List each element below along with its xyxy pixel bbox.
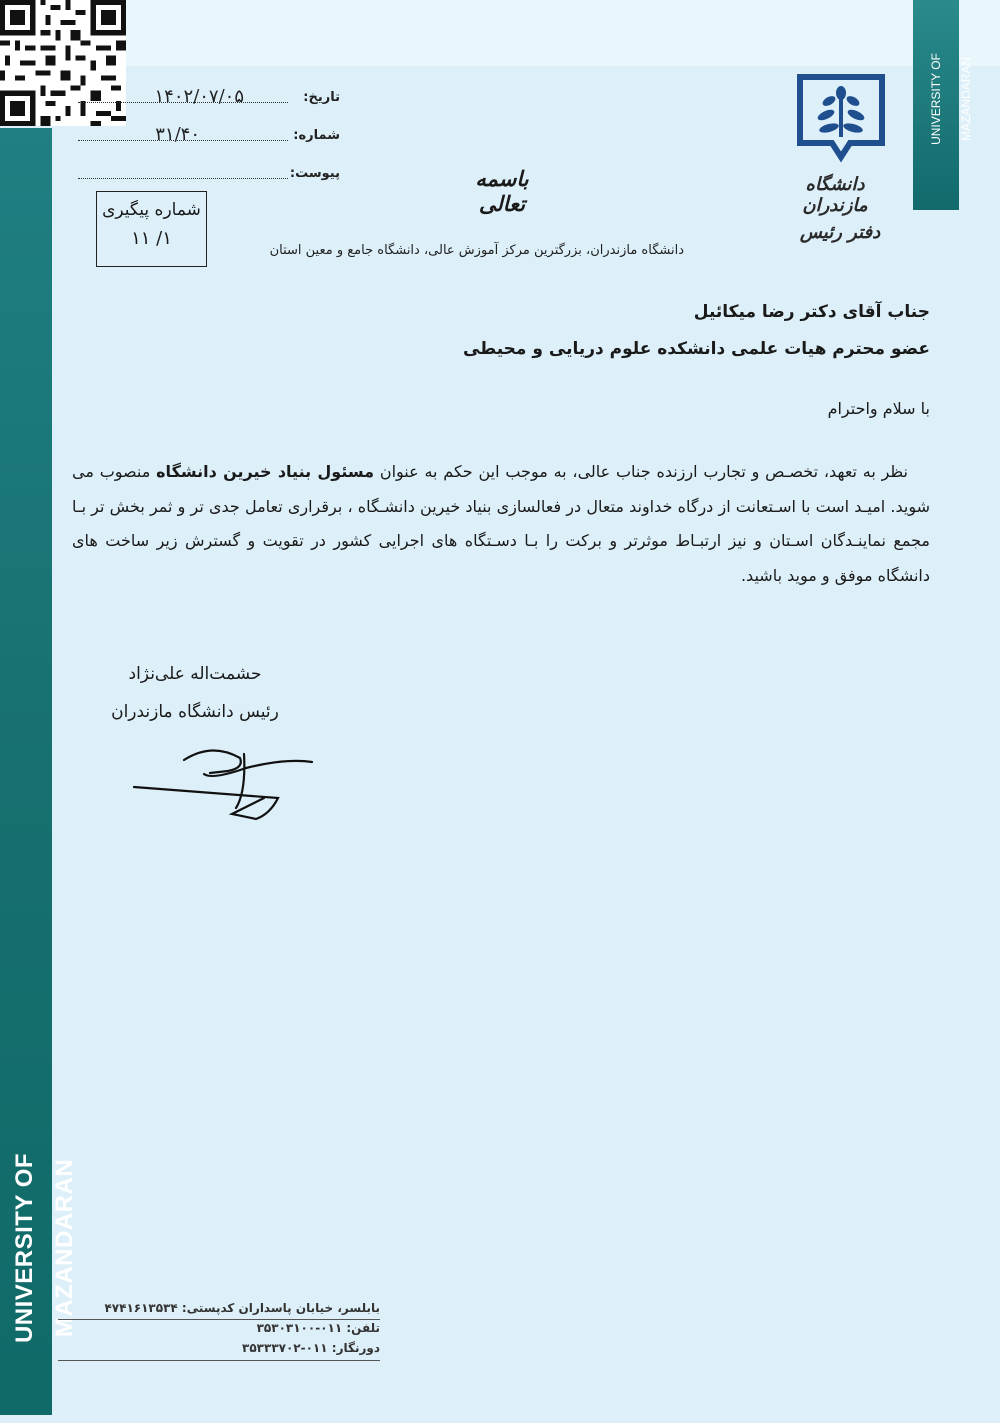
footer-divider [58,1360,380,1361]
date-value: ۱۴۰۲/۰۷/۰۵ [154,86,244,107]
attachment-label: پیوست: [289,166,340,181]
footer-fax: دورنگار: ۰۱۱-۳۵۳۳۳۷۰۲ [242,1341,380,1355]
recipient-title: عضو محترم هیات علمی دانشکده علوم دریایی و محیطی [462,339,930,359]
logo-university-name: دانشگاه مازندران [802,174,868,216]
date-label: تاریخ: [303,90,340,105]
logo-office-name: دفتر رئیس [799,222,881,243]
university-tagline: دانشگاه مازندران، بزرگترین مرکز آموزش عالی، دانشگاه جامع و معین استان [269,243,684,258]
number-value: ۳۱/۴۰ [155,124,200,145]
signer-name: حشمت‌اله علی‌نژاد [128,664,262,684]
attachment-dots [78,178,288,179]
signer-title: رئیس دانشگاه مازندران [111,702,279,722]
tracking-number: ۱/ ۱۱ [131,228,172,249]
footer-contact [56,1298,380,1358]
band-university-label: UNIVERSITY OF MAZANDARAN [929,53,973,145]
number-field [60,124,340,148]
university-logo-icon [796,73,886,163]
attachment-field [60,162,340,186]
footer-phone: تلفن: ۰۱۱-۳۵۳۰۳۱۰۰ [256,1321,380,1335]
greeting: با سلام واحترام [827,399,930,418]
footer-address: بابلسر، خیابان پاسداران کدپستی: ۴۷۴۱۶۱۳۵۳۴ [104,1301,380,1315]
body-role-bold: مسئول بنیاد خیرین دانشگاه [156,462,375,481]
footer-divider [58,1319,380,1320]
number-label: شماره: [293,128,340,143]
body-part-2: منصوب می شوید. امیـد است با اسـتعانت از درگاه خداوند متعال در فعالسازی بنیاد خیرین دانشـگاه ، برقراری تعامل جدی تر و ثمر بخش تر بـا مجمع نماینـدگان اسـتان و نیز ارتبـاط موثرتر و برکت را بـا دسـتگاه های اجرایی کشور در تقویت و گسترش زیر ساخت های دانشگاه موفق و موید باشید. [72,462,930,585]
recipient-name: جناب آقای دکتر رضا میکائیل [693,302,930,322]
side-university-label: UNIVERSITY OF MAZANDARAN [11,1152,78,1344]
top-band [0,0,1000,66]
basmala: باسمه تعالی [475,166,529,216]
signature-icon [128,742,318,828]
left-side-stripe [0,128,78,1415]
body-part-1: نظر به تعهد، تخصـص و تجارب ارزنده جناب عالی، به موجب این حکم به عنوان [374,462,909,481]
right-side-band [913,0,973,210]
tracking-number-box [96,191,207,267]
date-field [60,86,340,110]
letter-body [72,455,930,593]
tracking-title: شماره پیگیری [102,200,201,220]
